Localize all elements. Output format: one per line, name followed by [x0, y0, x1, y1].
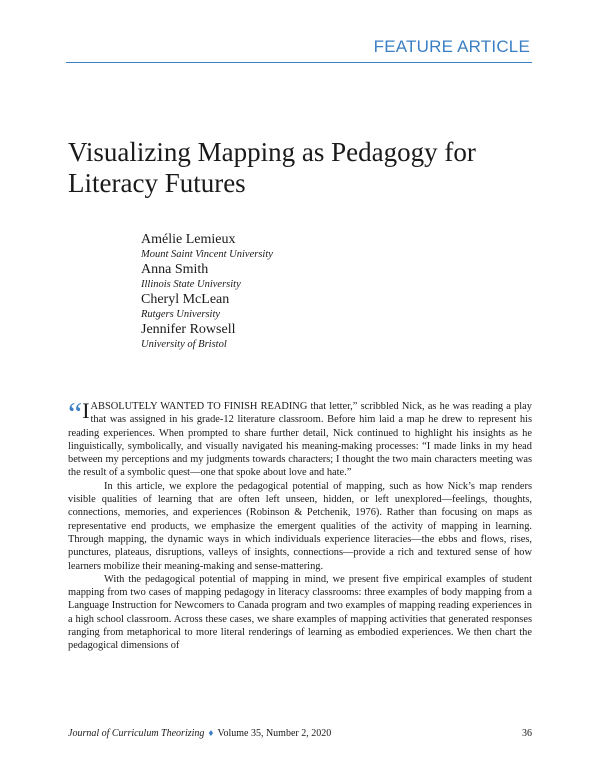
body-paragraph-3: With the pedagogical potential of mapping in mind, we present five empirical examples of student mapping from two cases of mapping pedagogy in literacy classrooms: three examples of body mapping from a Language Instruction for Newcomers to Canada program and two examples of mapping reading experiences in a high school classroom. Across these cases, we share examples of mapping activities that generated responses ranging from metaphorical to more literal renderings of learning as embodied experiences. We then chart the pedagogical dimensions of: [68, 573, 532, 652]
author-name: Anna Smith: [141, 262, 209, 277]
author-name: Jennifer Rowsell: [141, 322, 236, 337]
drop-initial: I: [82, 398, 90, 423]
body-paragraph-1: [68, 395, 532, 480]
page-footer: [68, 728, 532, 740]
page-number: 36: [522, 728, 532, 739]
author-name: Amélie Lemieux: [141, 232, 236, 247]
header-divider: [66, 62, 532, 63]
section-label: FEATURE ARTICLE: [373, 37, 530, 56]
open-quote-mark: “: [68, 395, 81, 431]
footer-journal-name: Journal of Curriculum Theorizing: [68, 728, 205, 739]
author-affiliation: Rutgers University: [141, 309, 221, 320]
author-list: [141, 232, 441, 352]
author-entry: [141, 322, 441, 351]
footer-volume: Volume 35, Number 2, 2020: [217, 728, 332, 739]
author-name: Cheryl McLean: [141, 292, 230, 307]
author-entry: [141, 232, 441, 261]
body-paragraph-2: In this article, we explore the pedagogical potential of mapping, such as how Nick’s map renders visible qualities of learning that are often left unseen, hidden, or left unexplored—feelings, thoughts, connections, memories, and experiences (Robinson & Petchenik, 1976). Rather than focusing on maps as representative end products, we emphasize the emergent qualities of the activity of mapping in learning. Through mapping, the dynamic ways in which individuals experience literacies—the ebbs and flows, rises, punctures, plateaus, disruptions, valleys of insights, connections—provide a rich and textured sense of how learners mobilize their meaning-making and sense-mattering.: [68, 480, 532, 572]
article-title: [68, 137, 538, 199]
title-line-1: Visualizing Mapping as Pedagogy for: [68, 137, 476, 167]
author-affiliation: Mount Saint Vincent University: [141, 249, 273, 260]
author-affiliation: Illinois State University: [141, 279, 241, 290]
paragraph-1-text: ABSOLUTELY WANTED TO FINISH READING that letter,” scribbled Nick, as he was reading a play that was assigned in his grade-12 literature classroom. Before him laid a map he drew to represent his reading experiences. When prompted to share further detail, Nick continued to highlight his insights as he linguistically, symbolically, and visually navigated his meaning-making processes: “I made links in my head between my perceptions and my judgments towards characters; I thought the two main characters meeting was the result of a symbolic quest—one that spoke about love and hate.”: [68, 401, 532, 479]
diamond-icon: ♦: [208, 728, 214, 739]
author-entry: [141, 292, 441, 321]
author-entry: [141, 262, 441, 291]
author-affiliation: University of Bristol: [141, 339, 227, 350]
title-line-2: Literacy Futures: [68, 168, 246, 198]
article-body: [68, 395, 532, 653]
